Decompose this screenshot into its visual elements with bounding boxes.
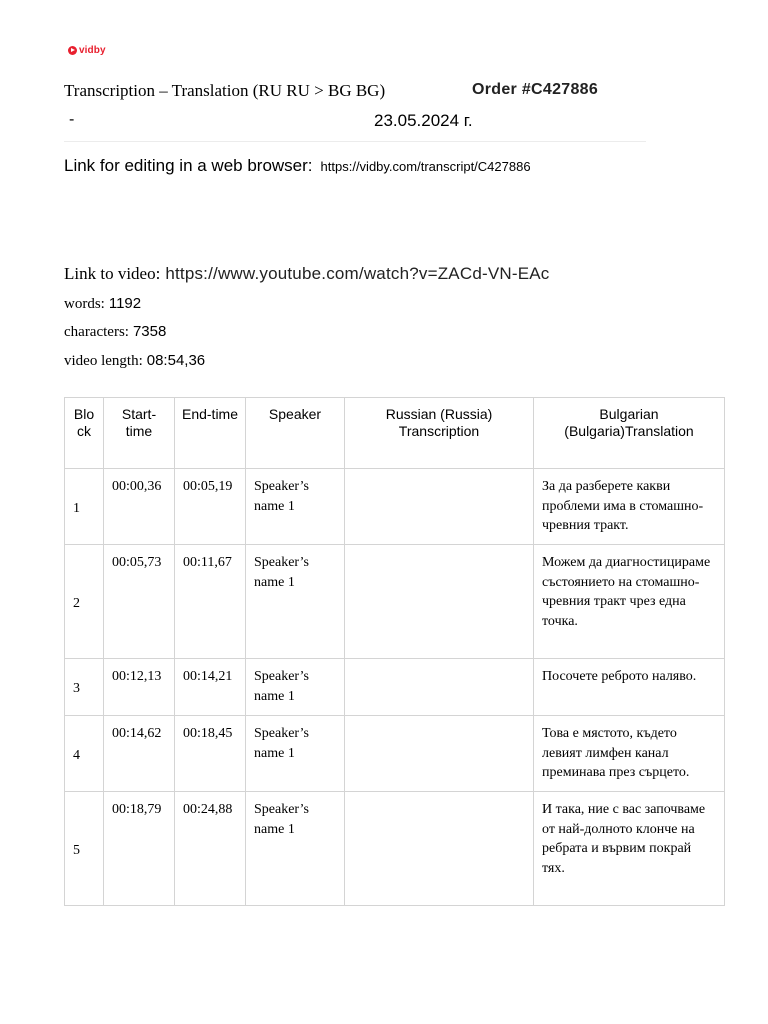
cell-target-text[interactable]: Това е мястото, където левият лимфен канал преминава през сърцето. — [534, 716, 725, 792]
order-number: Order #C427886 — [472, 81, 599, 98]
cell-block: 3 — [65, 659, 104, 716]
table-row — [65, 545, 725, 659]
document-title: Transcription – Translation (RU RU > BG BG) — [64, 81, 386, 100]
cell-source-text[interactable] — [345, 469, 534, 545]
cell-start-time: 00:18,79 — [104, 792, 175, 906]
header-source-transcription: Russian (Russia) Transcription — [345, 398, 534, 469]
cell-speaker: Speaker’s name 1 — [246, 792, 345, 906]
cell-source-text[interactable] — [345, 659, 534, 716]
cell-end-time: 00:24,88 — [175, 792, 246, 906]
cell-source-text[interactable] — [345, 545, 534, 659]
video-length-label: video length: — [64, 353, 143, 369]
table-row — [65, 659, 725, 716]
vidby-logo — [68, 45, 106, 56]
edit-link-url[interactable]: https://vidby.com/transcript/C427886 — [320, 159, 531, 174]
video-link-label: Link to video: — [64, 264, 161, 283]
cell-target-text[interactable]: Можем да диагностицираме състоянието на стомашно-чревния тракт чрез една точка. — [534, 545, 725, 659]
edit-link-line — [64, 156, 531, 176]
cell-target-text[interactable]: За да разберете какви проблеми има в стомашно-чревния тракт. — [534, 469, 725, 545]
cell-target-text[interactable]: Посочете реброто наляво. — [534, 659, 725, 716]
cell-start-time: 00:00,36 — [104, 469, 175, 545]
header-dash: - — [69, 111, 75, 128]
cell-block: 4 — [65, 716, 104, 792]
transcription-table — [64, 397, 725, 906]
table-row — [65, 716, 725, 792]
header-target-translation: Bulgarian (Bulgaria)Translation — [534, 398, 725, 469]
logo-text: vidby — [79, 45, 106, 56]
cell-source-text[interactable] — [345, 792, 534, 906]
cell-start-time: 00:05,73 — [104, 545, 175, 659]
cell-block: 5 — [65, 792, 104, 906]
cell-end-time: 00:18,45 — [175, 716, 246, 792]
cell-speaker: Speaker’s name 1 — [246, 545, 345, 659]
video-length-value: 08:54,36 — [146, 352, 206, 369]
cell-source-text[interactable] — [345, 716, 534, 792]
characters-value: 7358 — [132, 323, 167, 340]
cell-target-text[interactable]: И така, ние с вас започваме от най-долното клонче на ребрата и вървим покрай тях. — [534, 792, 725, 906]
cell-start-time: 00:12,13 — [104, 659, 175, 716]
characters-stat — [64, 323, 166, 341]
header-start-time: Start-time — [104, 398, 175, 469]
cell-block: 2 — [65, 545, 104, 659]
table-row — [65, 792, 725, 906]
characters-label: characters: — [64, 324, 129, 340]
video-link-line — [64, 264, 550, 284]
table-header-row — [65, 398, 725, 469]
header-end-time: End-time — [175, 398, 246, 469]
words-label: words: — [64, 296, 105, 312]
words-value: 1192 — [108, 295, 142, 312]
edit-link-label: Link for editing in a web browser: — [64, 156, 313, 175]
header-speaker: Speaker — [246, 398, 345, 469]
cell-end-time: 00:05,19 — [175, 469, 246, 545]
table-row — [65, 469, 725, 545]
video-link-url[interactable]: https://www.youtube.com/watch?v=ZACd-VN-EAc — [165, 264, 550, 283]
header-divider — [64, 141, 646, 142]
cell-start-time: 00:14,62 — [104, 716, 175, 792]
cell-speaker: Speaker’s name 1 — [246, 659, 345, 716]
header-block: Block — [65, 398, 104, 469]
words-stat — [64, 295, 141, 313]
cell-block: 1 — [65, 469, 104, 545]
cell-speaker: Speaker’s name 1 — [246, 716, 345, 792]
video-length-stat — [64, 352, 205, 370]
play-icon — [68, 46, 77, 55]
cell-speaker: Speaker’s name 1 — [246, 469, 345, 545]
cell-end-time: 00:11,67 — [175, 545, 246, 659]
document-date: 23.05.2024 г. — [374, 111, 473, 130]
cell-end-time: 00:14,21 — [175, 659, 246, 716]
